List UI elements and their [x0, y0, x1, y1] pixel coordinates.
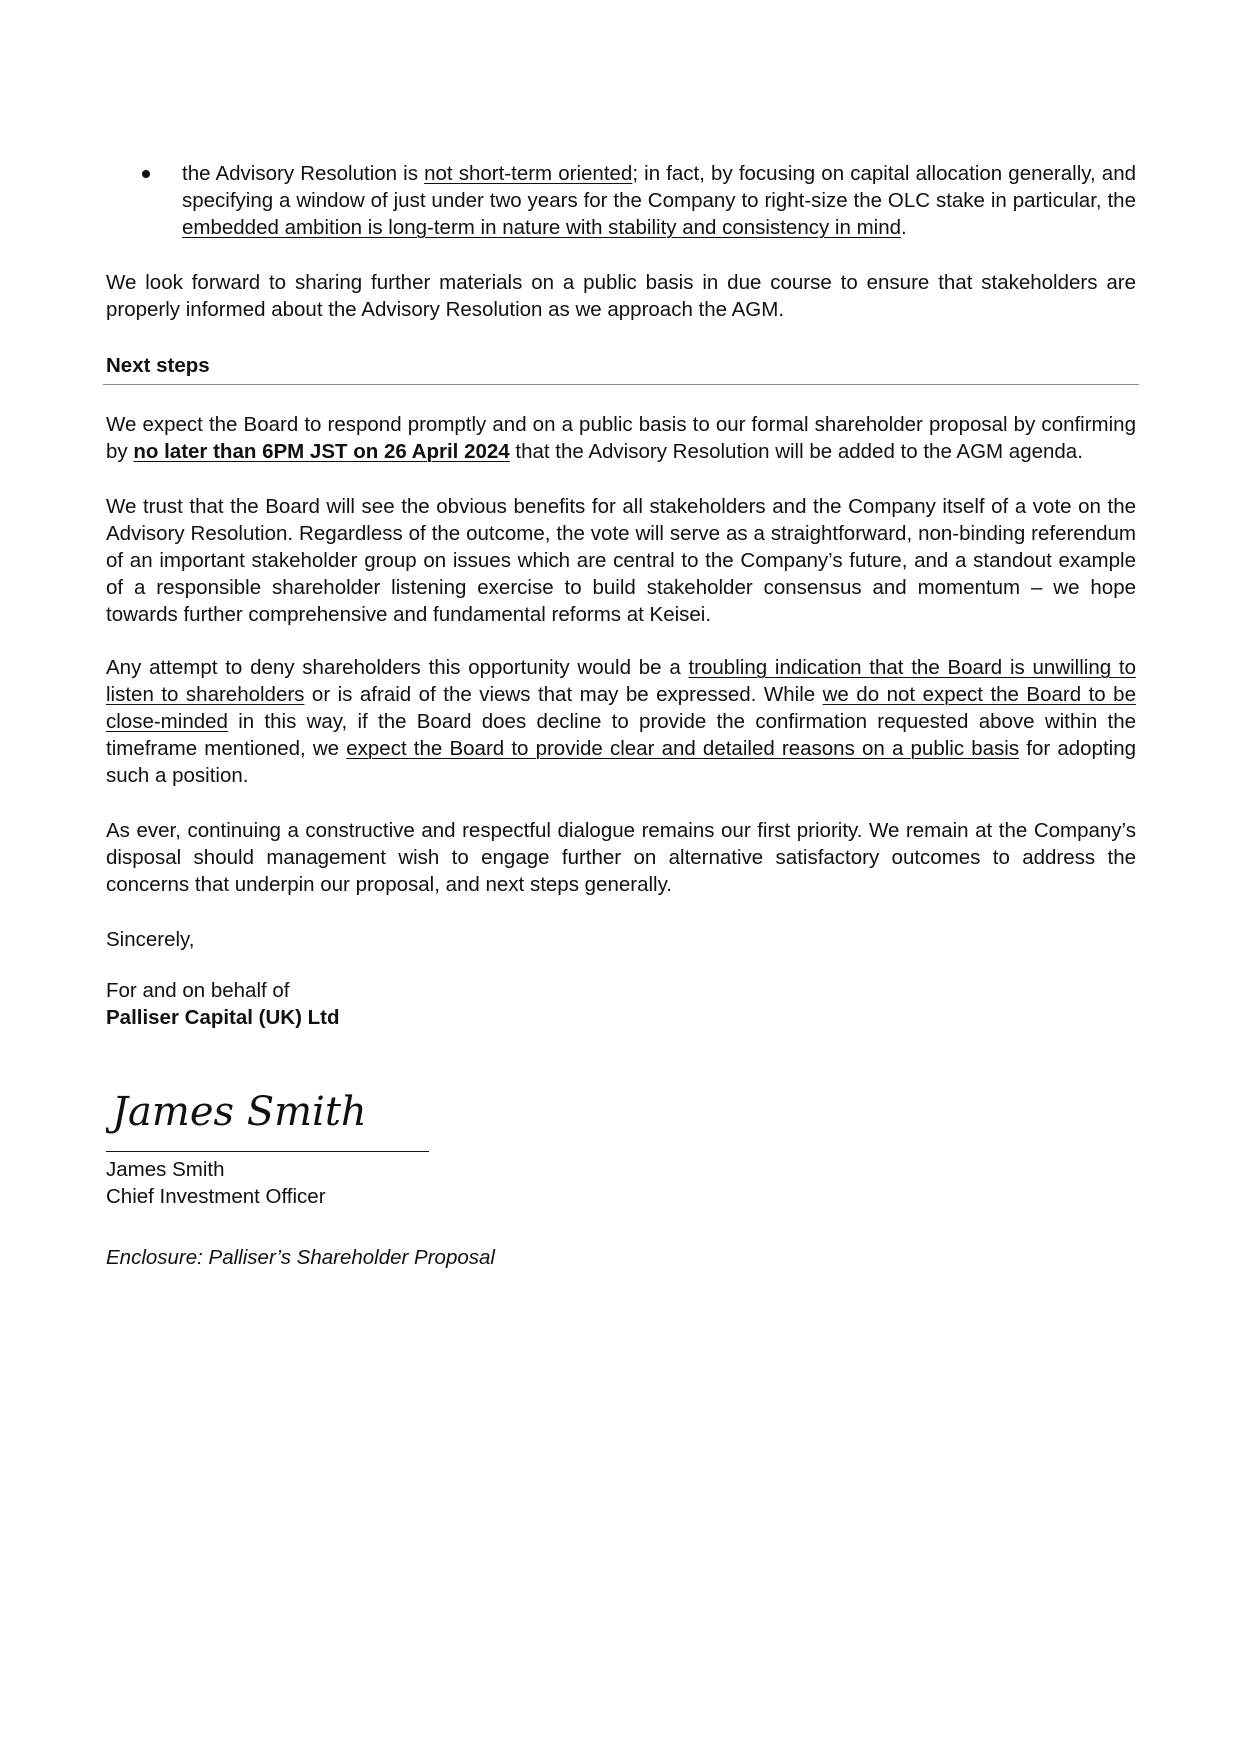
deadline-phrase: no later than 6PM JST on 26 April 2024 [133, 440, 510, 463]
bullet-dot-icon [142, 170, 150, 178]
underlined-phrase: troubling indication that the Board is unwilling to listen to shareholders [106, 656, 1136, 706]
paragraph-dialogue: As ever, continuing a constructive and respectful dialogue remains our first priority. We remain at the Company’s disposal should management wish to engage further on alternative satisfactory outcomes to address the concerns that underpin our proposal, and next steps generally. [106, 819, 1136, 896]
underlined-phrase: expect the Board to provide clear and detailed reasons on a public basis [346, 737, 1020, 760]
signer-title: Chief Investment Officer [106, 1185, 326, 1208]
letter-page [106, 160, 1136, 1271]
paragraph-attempt [106, 654, 1136, 789]
section-heading-next-steps: Next steps [106, 354, 210, 377]
closing-salutation: Sincerely, [106, 928, 195, 951]
bullet-item [106, 160, 1136, 241]
paragraph-materials: We look forward to sharing further materials on a public basis in due course to ensure that stakeholders are properly informed about the Advisory Resolution as we approach the AGM. [106, 271, 1136, 321]
paragraph-text-part: in this way, if the Board does decline to provide the confirmation requested above within the timeframe mentioned, we [106, 710, 1136, 760]
on-behalf-line: For and on behalf of [106, 979, 290, 1002]
bullet-text [182, 160, 1136, 241]
paragraph-text-part: We expect the Board to respond promptly and on a public basis to our formal shareholder proposal by confirming by [106, 413, 1136, 463]
paragraph-trust: We trust that the Board will see the obvious benefits for all stakeholders and the Company itself of a vote on the Advisory Resolution. Regardless of the outcome, the vote will serve as a straightforward, non-binding referendum of an important stakeholder group on issues which are central to the Company’s future, and a standout example of a responsible shareholder listening exercise to build stakeholder consensus and momentum – we hope towards further comprehensive and fundamental reforms at Keisei. [106, 495, 1136, 626]
paragraph-text-part: or is afraid of the views that may be expressed. While [304, 683, 823, 706]
bullet-underlined-phrase: embedded ambition is long-term in nature with stability and consistency in mind [182, 216, 902, 239]
signer-name: James Smith [106, 1158, 225, 1181]
paragraph-expectation [106, 411, 1136, 465]
bullet-text-part: ; in fact, by focusing on capital allocation generally, and specifying a window of just under two years for the Company to right-size the OLC stake in particular, the [182, 162, 1136, 212]
enclosure-note: Enclosure: Palliser’s Shareholder Proposal [106, 1246, 495, 1269]
bullet-text-part: . [901, 216, 907, 239]
signature-image [106, 1057, 436, 1152]
heading-divider [103, 384, 1139, 385]
paragraph-text-part: that the Advisory Resolution will be added to the AGM agenda. [509, 440, 1083, 463]
signature-block [106, 1057, 436, 1152]
paragraph-text-part: for adopting such a position. [106, 737, 1136, 787]
bullet-text-part: the Advisory Resolution is [182, 162, 425, 185]
bullet-underlined-phrase: not short-term oriented [424, 162, 633, 185]
signature-text: James Smith [112, 1089, 367, 1135]
signature-line [106, 1151, 429, 1152]
company-name: Palliser Capital (UK) Ltd [106, 1006, 340, 1029]
underlined-phrase: we do not expect the Board to be close-minded [106, 683, 1136, 733]
paragraph-text-part: Any attempt to deny shareholders this opportunity would be a [106, 656, 689, 679]
